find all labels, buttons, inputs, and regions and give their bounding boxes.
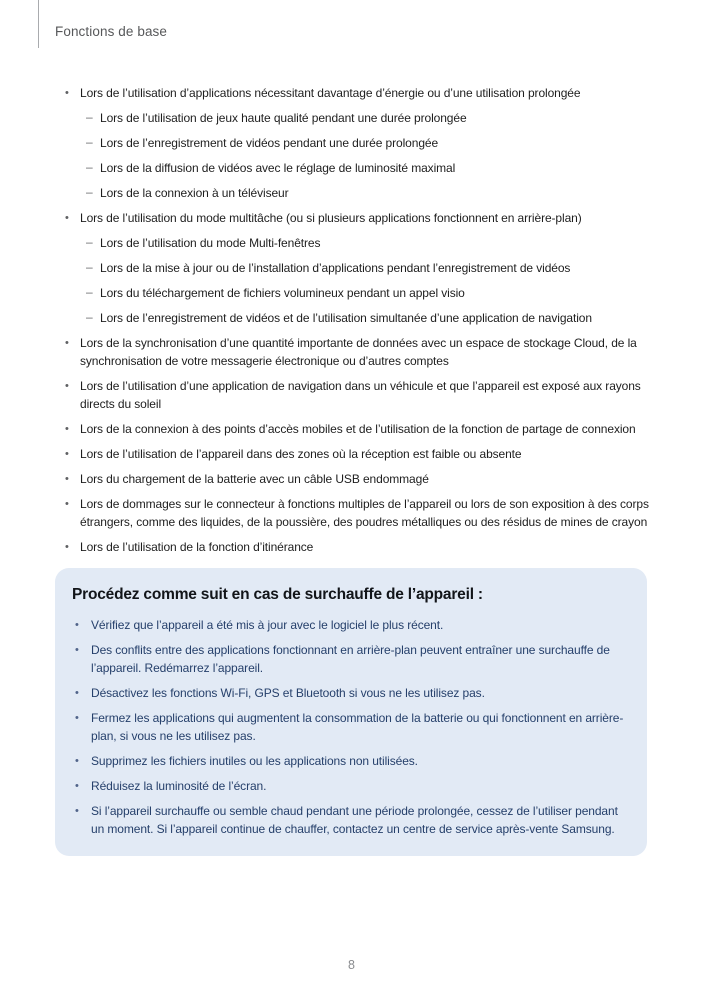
page-number: 8	[348, 958, 355, 972]
dash-icon: –	[86, 110, 93, 124]
bullet-icon: •	[65, 541, 69, 553]
bullet-icon: •	[65, 473, 69, 485]
callout-list-item	[75, 616, 633, 634]
sub-list-item	[86, 234, 650, 252]
sub-list-item-text: Lors de la connexion à un téléviseur	[100, 186, 289, 200]
bullet-icon: •	[65, 380, 69, 392]
list-item-text: Lors de l’utilisation d’applications nécessitant davantage d’énergie ou d’une utilisation prolongée	[80, 86, 581, 100]
bullet-icon: •	[65, 448, 69, 460]
chapter-title: Fonctions de base	[55, 24, 168, 39]
list-item-text: Lors de dommages sur le connecteur à fonctions multiples de l’appareil ou lors de son exposition à des corps étrangers, comme des liquides, de la poussière, des poudres métalliques ou des résidus de mines de crayon	[80, 497, 649, 529]
bullet-icon: •	[75, 805, 79, 817]
callout-list-item	[75, 777, 633, 795]
bullet-icon: •	[65, 212, 69, 224]
sub-list-item	[86, 159, 650, 177]
page-content	[65, 84, 650, 856]
bullet-icon: •	[75, 619, 79, 631]
callout-item-text: Supprimez les fichiers inutiles ou les applications non utilisées.	[91, 754, 418, 768]
bullet-icon: •	[75, 712, 79, 724]
bullet-list	[65, 84, 650, 556]
list-item-text: Lors de l’utilisation du mode multitâche (ou si plusieurs applications fonctionnent en arrière-plan)	[80, 211, 582, 225]
callout-list-item	[75, 802, 633, 838]
sub-list-item-text: Lors de la diffusion de vidéos avec le réglage de luminosité maximal	[100, 161, 456, 175]
bullet-icon: •	[65, 337, 69, 349]
sub-list-item	[86, 284, 650, 302]
list-item-text: Lors de l’utilisation de la fonction d’itinérance	[80, 540, 314, 554]
callout-item-text: Des conflits entre des applications fonctionnant en arrière-plan peuvent entraîner une surchauffe de l’appareil. Redémarrez l’appareil.	[91, 643, 610, 675]
callout-list-item	[75, 752, 633, 770]
list-item-text: Lors du chargement de la batterie avec un câble USB endommagé	[80, 472, 429, 486]
sub-list-item	[86, 109, 650, 127]
sub-list-item-text: Lors de la mise à jour ou de l’installation d’applications pendant l’enregistrement de vidéos	[100, 261, 571, 275]
list-item	[65, 84, 650, 102]
bullet-icon: •	[65, 498, 69, 510]
sub-list-item-text: Lors du téléchargement de fichiers volumineux pendant un appel visio	[100, 286, 465, 300]
sub-list-item	[86, 259, 650, 277]
bullet-icon: •	[65, 423, 69, 435]
overheat-callout-box	[55, 568, 647, 856]
callout-list-item	[75, 684, 633, 702]
dash-icon: –	[86, 160, 93, 174]
sub-list-item-text: Lors de l’enregistrement de vidéos et de l’utilisation simultanée d’une application de navigation	[100, 311, 592, 325]
sub-list-item-text: Lors de l’utilisation du mode Multi-fenêtres	[100, 236, 321, 250]
list-item	[65, 209, 650, 227]
list-item	[65, 420, 650, 438]
list-item	[65, 445, 650, 463]
list-item	[65, 495, 650, 531]
list-item	[65, 334, 650, 370]
callout-list-item	[75, 709, 633, 745]
sub-list-item-text: Lors de l’utilisation de jeux haute qualité pendant une durée prolongée	[100, 111, 467, 125]
header-vertical-rule	[38, 0, 39, 48]
page-footer	[0, 958, 703, 972]
bullet-icon: •	[75, 644, 79, 656]
callout-item-text: Vérifiez que l’appareil a été mis à jour avec le logiciel le plus récent.	[91, 618, 444, 632]
dash-icon: –	[86, 135, 93, 149]
callout-list-item	[75, 641, 633, 677]
callout-item-text: Désactivez les fonctions Wi-Fi, GPS et Bluetooth si vous ne les utilisez pas.	[91, 686, 485, 700]
sub-list-item	[86, 309, 650, 327]
list-item-text: Lors de l’utilisation de l’appareil dans des zones où la réception est faible ou absente	[80, 447, 522, 461]
bullet-icon: •	[65, 87, 69, 99]
bullet-icon: •	[75, 755, 79, 767]
dash-icon: –	[86, 310, 93, 324]
callout-title: Procédez comme suit en cas de surchauffe de l’appareil :	[72, 586, 483, 603]
list-item	[65, 538, 650, 556]
list-item-text: Lors de l’utilisation d’une application de navigation dans un véhicule et que l’appareil est exposé aux rayons directs du soleil	[80, 379, 641, 411]
dash-icon: –	[86, 235, 93, 249]
sub-list-item-text: Lors de l’enregistrement de vidéos pendant une durée prolongée	[100, 136, 439, 150]
sub-list-item	[86, 134, 650, 152]
list-item-text: Lors de la synchronisation d’une quantité importante de données avec un espace de stockage Cloud, de la synchronisation de votre messagerie électronique ou d’autres comptes	[80, 336, 637, 368]
callout-item-text: Si l’appareil surchauffe ou semble chaud pendant une période prolongée, cessez de l’utiliser pendant un moment. Si l’appareil continue de chauffer, contactez un centre de service après-vente Samsung.	[91, 804, 618, 836]
callout-item-text: Réduisez la luminosité de l’écran.	[91, 779, 267, 793]
bullet-icon: •	[75, 780, 79, 792]
list-item	[65, 377, 650, 413]
list-item-text: Lors de la connexion à des points d’accès mobiles et de l’utilisation de la fonction de partage de connexion	[80, 422, 636, 436]
list-item	[65, 470, 650, 488]
dash-icon: –	[86, 285, 93, 299]
dash-icon: –	[86, 260, 93, 274]
callout-item-text: Fermez les applications qui augmentent la consommation de la batterie ou qui fonctionnent en arrière-plan, si vous ne les utilisez pas.	[91, 711, 624, 743]
bullet-icon: •	[75, 687, 79, 699]
dash-icon: –	[86, 185, 93, 199]
sub-list-item	[86, 184, 650, 202]
